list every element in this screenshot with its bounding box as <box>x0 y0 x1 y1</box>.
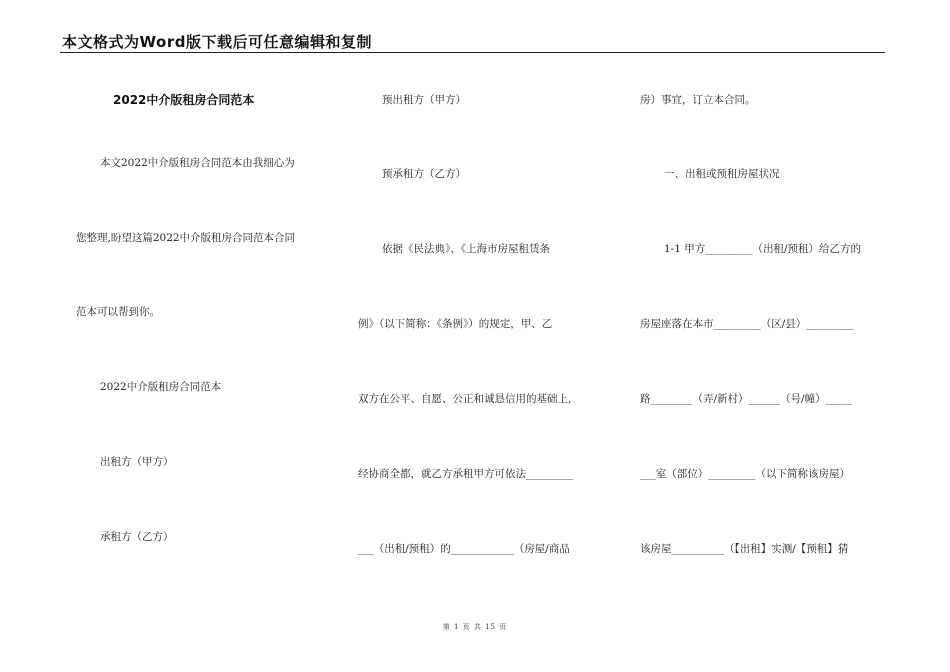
paragraph-line: 本文2022中介版租房合同范本由我细心为 <box>100 157 295 169</box>
paragraph-line: 您整理,盼望这篇2022中介版租房合同范本合同 <box>76 232 296 244</box>
paragraph-line: 例》（以下简称：《条例》）的规定，甲、乙 <box>358 318 553 330</box>
paragraph-line: 该房屋__________（【出租】实测/【预租】猜 <box>640 543 849 555</box>
paragraph-line: ___室（部位）_________（以下简称该房屋） <box>640 468 850 480</box>
paragraph-line: 预出租方（甲方） <box>382 94 466 106</box>
paragraph-line: 依据《民法典》、《上海市房屋租赁条 <box>382 243 550 255</box>
paragraph-line: 预承租方（乙方） <box>382 168 466 180</box>
paragraph-line: 房）事宜，订立本合同。 <box>640 94 756 106</box>
paragraph-line: ___（出租/预租）的____________（房屋/商品 <box>358 543 570 555</box>
page-number: 第 1 页 共 15 页 <box>442 623 508 631</box>
paragraph-line: 房屋座落在本市_________（区/县）_________ <box>640 318 854 330</box>
paragraph-line: 范本可以帮到你。 <box>76 306 160 318</box>
paragraph-line: 2022中介版租房合同范本 <box>100 381 222 393</box>
paragraph-line: 出租方（甲方） <box>100 456 174 468</box>
paragraph-line: 1-1 甲方_________（出租/预租）给乙方的 <box>664 243 862 255</box>
paragraph-line: 承租方（乙方） <box>100 531 174 543</box>
paragraph-line: 路________（弄/新村）______（号/幢）_____ <box>640 393 852 405</box>
paragraph-line: 一、出租或预租房屋状况 <box>664 168 780 180</box>
document-header-title: 本文格式为Word版下载后可任意编辑和复制 <box>62 33 372 51</box>
header-divider <box>60 52 885 53</box>
paragraph-line: 双方在公平、自愿、公正和诚恳信用的基础上, <box>358 393 572 405</box>
document-title: 2022中介版租房合同范本 <box>113 93 255 107</box>
paragraph-line: 经协商全都，就乙方承租甲方可依法_________ <box>358 468 574 480</box>
